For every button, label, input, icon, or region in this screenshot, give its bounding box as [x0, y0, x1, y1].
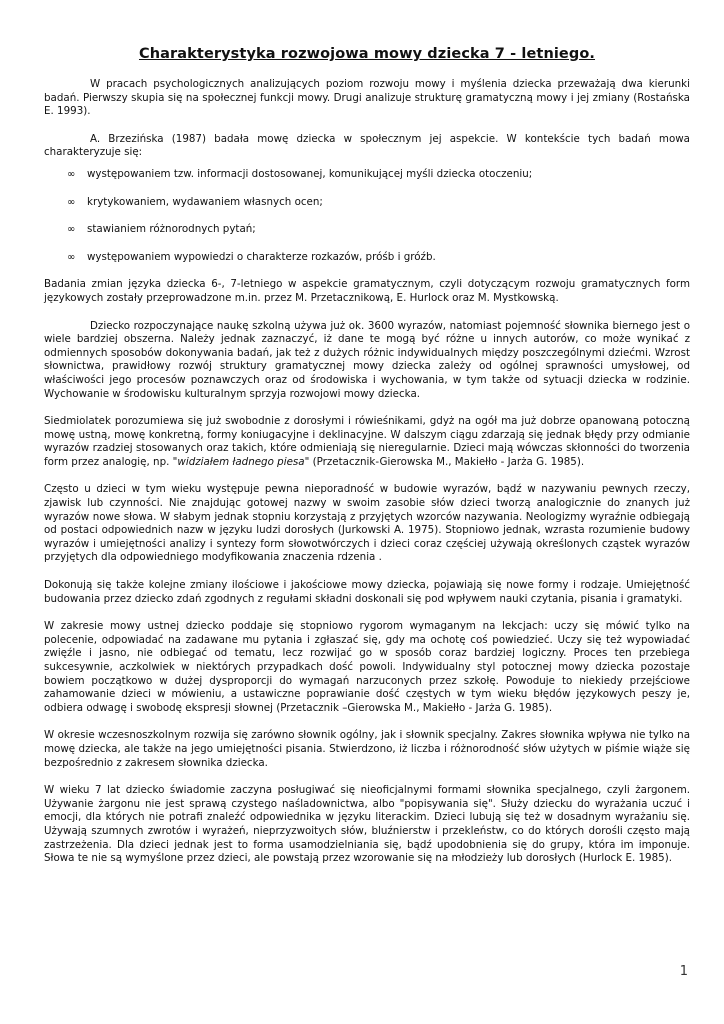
bullet-icon: ∞ [67, 168, 76, 180]
paragraph-okresie: W okresie wczesnoszkolnym rozwija się zarówno słownik ogólny, jak i słownik specjalny. Zakres słownika wpływa nie tylko na mowę dziecka, ale także na jego umiejętności pisania. Stwierdzono, iż liczba i różnorodność słów użytych w piśmie wiąże się bezpośrednio z zakresem słownika dziecka. [44, 729, 690, 769]
bullet-icon: ∞ [67, 251, 76, 263]
list-item: ∞ stawianiem różnorodnych pytań; [67, 223, 256, 236]
list-item: ∞ krytykowaniem, wydawaniem własnych ocen; [67, 195, 323, 208]
paragraph-badania: Badania zmian języka dziecka 6-, 7-letniego w aspekcie gramatycznym, czyli dotyczącym rozwoju gramatycznych form językowych zostały przeprowadzone m.in. przez M. Przetacznikową, E. Hurlock oraz M. Mystkowską. [44, 278, 690, 304]
paragraph-dokonuja: Dokonują się także kolejne zmiany ilościowe i jakościowe mowy dziecka, pojawiają się nowe formy i rodzaje. Umiejętność budowania przez dziecko zdań zgodnych z regułami składni doskonali się pod wpływem nauki czytania, pisania i gramatyki. [44, 579, 690, 605]
list-item: ∞ występowaniem wypowiedzi o charakterze rozkazów, próśb i gróźb. [67, 250, 436, 263]
bullet-icon: ∞ [67, 196, 76, 208]
page-number: 1 [679, 964, 688, 979]
paragraph-brzezinska: A. Brzezińska (1987) badała mowę dziecka w społecznym jej aspekcie. W kontekście tych badań mowa charakteryzuje się: [44, 132, 690, 159]
example-phrase: widziałem ładnego piesa [177, 455, 305, 468]
bullet-icon: ∞ [67, 224, 76, 236]
paragraph-siedmiolatek: Siedmiolatek porozumiewa się już swobodnie z dorosłymi i rówieśnikami, gdyż na ogół ma już dobrze opanowaną potoczną mowę ustną, mowę konkretną, formy koniugacyjne i deklinacyjne. W dalszym ciągu zdarzają się jednak błędy przy odmianie wyrazów rzadziej stosowanych oraz takich, które odmieniają się nieregularnie. Dzieci mają wówczas skłonności do tworzenia form przez analogię, np. "widziałem ładnego piesa" (Przetacznik-Gierowska M., Makiełło - Jarża G. 1985). [44, 415, 690, 468]
paragraph-czesto: Często u dzieci w tym wieku występuje pewna nieporadność w budowie wyrazów, bądź w nazywaniu pewnych rzeczy, zjawisk lub czynności. Nie znajdując gotowej nazwy w swoim zasobie słów dzieci tworzą analogicznie do znanych już wyrazów nowe słowa. W słabym jednak stopniu korzystają z przyjętych wzorców nazywania. Neologizmy wyraźnie odbiegają od postaci odpowiednich nazw w języku ludzi dorosłych (Jurkowski A. 1975). Stopniowo jednak, wzrasta rozumienie budowy wyrazów i umiejętności analizy i syntezy form słowotwórczych i dzieci coraz częściej używają określonych cząstek wyrazów przyjętych dla odpowiedniego modyfikowania znaczenia rdzenia . [44, 483, 690, 564]
characteristics-list [44, 168, 690, 264]
paragraph-intro: W pracach psychologicznych analizujących poziom rozwoju mowy i myślenia dziecka przeważają dwa kierunki badań. Pierwszy skupia się na społecznej funkcji mowy. Drugi analizuje strukturę gramatyczną mowy i jej zmiany (Rostańska E. 1993). [44, 78, 690, 118]
document-title: Charakterystyka rozwojowa mowy dziecka 7 - letniego. [138, 46, 596, 62]
paragraph-wieku: W wieku 7 lat dziecko świadomie zaczyna posługiwać się nieoficjalnymi formami słownika specjalnego, czyli żargonem. Używanie żargonu nie jest sprawą czystego naśladownictwa, albo "popisywania się". Służy dziecku do wyrażania uczuć i emocji, dla których nie potrafi znaleźć odpowiednika w języku literackim. Dzieci lubują się też w dosadnym wyrażaniu się. Używają szumnych zwrotów i wyrażeń, nieprzyzwoitych słów, bluźnierstw i przekleństw, co do których dorośli często mają zastrzeżenia. Dla dzieci jednak jest to forma usamodzielniania się, bądź upodobnienia się do grupy, która im imponuje. Słowa te nie są wymyślone przez dzieci, ale powstają przez wzorowanie się na młodzieży lub dorosłych (Hurlock E. 1985). [44, 784, 690, 865]
list-item: ∞ występowaniem tzw. informacji dostosowanej, komunikującej myśli dziecka otoczeniu; [67, 167, 533, 180]
document-page [44, 46, 690, 866]
paragraph-zakresie: W zakresie mowy ustnej dziecko poddaje się stopniowo rygorom wymaganym na lekcjach: uczy się mówić tylko na polecenie, odpowiadać na zadawane mu pytania i zgłaszać się, gdy ma ochotę coś powiedzieć. Uczy się też wypowiadać zwięźle i jasno, nie odbiegać od tematu, lecz rozwijać go w sposób coraz bardziej logiczny. Proces ten przebiega sukcesywnie, aczkolwiek w niektórych przypadkach dość powoli. Indywidualny styl potocznej mowy dziecka pozostaje bowiem początkowo w dużej dysproporcji do wymagań narzuconych przez szkołę. Powoduje to niekiedy przejściowe zahamowanie dzieci w mówieniu, a ustawiczne poprawianie dość częstych w tym wieku błędów językowych peszy je, odbiera odwagę i swobodę ekspresji słownej (Przetacznik –Gierowska M., Makiełło - Jarża G. 1985). [44, 620, 690, 714]
paragraph-dziecko: Dziecko rozpoczynające naukę szkolną używa już ok. 3600 wyrazów, natomiast pojemność słownika biernego jest o wiele bardziej obszerna. Należy jednak zaznaczyć, iż dane te mogą być różne u innych autorów, co może wynikać z odmiennych sposobów dokonywania badań, jak też z dużych różnic indywidualnych między poszczególnymi dziećmi. Wzrost słownictwa, prawidłowy rozwój struktury gramatycznej mowy dziecka zależy od ogólnej sprawności umysłowej, od właściwości jego procesów poznawczych oraz od środowiska i wychowania, w tym także od sytuacji dziecka w rodzinie. Wychowanie w środowisku kulturalnym sprzyja rozwojowi mowy dziecka. [44, 319, 690, 400]
